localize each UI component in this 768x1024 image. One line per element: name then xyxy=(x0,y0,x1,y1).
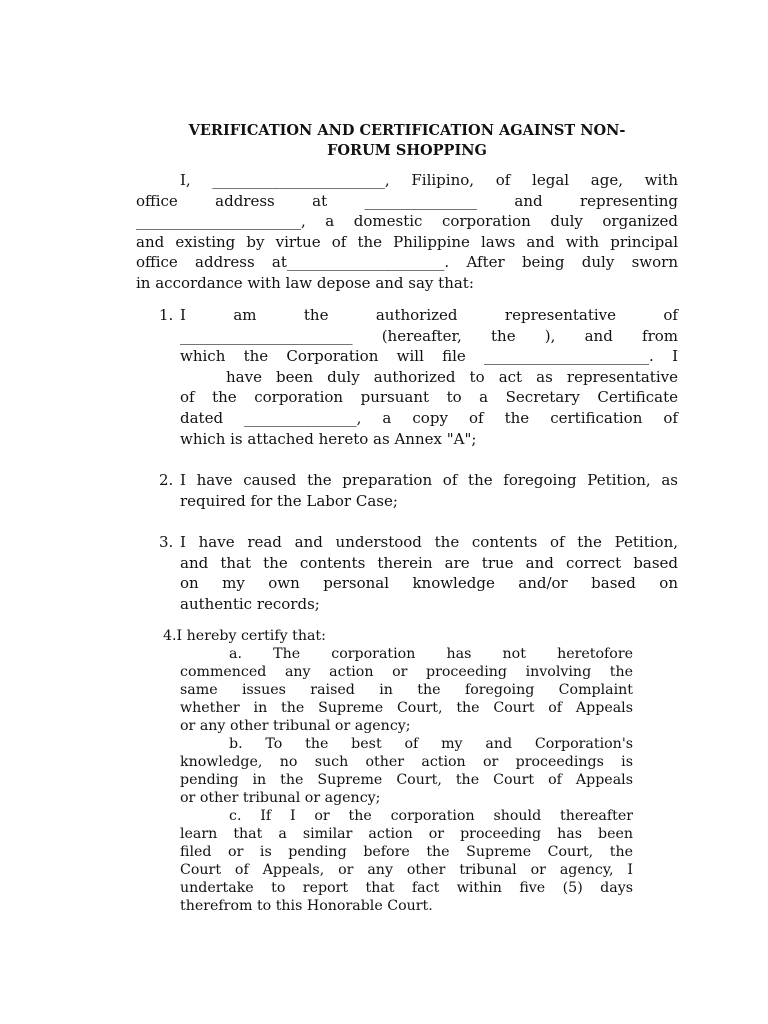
subitem-line: therefrom to this Honorable Court. xyxy=(180,898,433,914)
item-1-number: 1. xyxy=(159,306,174,324)
item-3-number: 3. xyxy=(159,533,174,551)
item-4-number: 4. xyxy=(163,628,177,644)
intro-line: in accordance with law depose and say that: xyxy=(136,273,474,292)
item-line: of the corporation pursuant to a Secretary Certificate xyxy=(180,388,678,407)
intro-line: and existing by virtue of the Philippine laws and with principal xyxy=(136,232,678,251)
subitem-c xyxy=(180,807,633,915)
item-2-text xyxy=(180,470,678,511)
item-line: I have read and understood the contents of the Petition, xyxy=(180,533,678,551)
subitem-line: Court of Appeals, or any other tribunal or agency, I xyxy=(180,862,633,878)
intro-line: office address at _______________ and representing xyxy=(136,191,678,210)
subitem-line: filed or is pending before the Supreme Court, the xyxy=(180,844,633,860)
intro-line: office address at_____________________. After being duly sworn xyxy=(136,253,678,272)
item-1-text xyxy=(180,305,678,449)
subitem-line: commenced any action or proceeding involving the xyxy=(180,664,633,680)
subitem-b xyxy=(180,735,633,807)
title-line-1: VERIFICATION AND CERTIFICATION AGAINST NON- xyxy=(188,122,626,139)
intro-paragraph xyxy=(136,170,678,294)
subitem-line: c. If I or the corporation should thereafter xyxy=(229,808,633,824)
subitem-line: or any other tribunal or agency; xyxy=(180,718,411,734)
intro-line: ______________________, a domestic corporation duly organized xyxy=(136,212,678,231)
item-line: I am the authorized representative of xyxy=(180,306,678,324)
item-line: have been duly authorized to act as representative xyxy=(226,367,678,386)
subitem-line: whether in the Supreme Court, the Court of Appeals xyxy=(180,700,633,716)
title-line-2: FORUM SHOPPING xyxy=(327,142,487,159)
item-line: which is attached hereto as Annex "A"; xyxy=(180,429,477,448)
subitem-line: knowledge, no such other action or proceedings is xyxy=(180,754,633,770)
subitem-line: learn that a similar action or proceeding has been xyxy=(180,826,633,842)
item-line: authentic records; xyxy=(180,594,320,613)
subitem-line: b. To the best of my and Corporation's xyxy=(229,736,633,752)
document-title xyxy=(136,121,678,161)
item-line: which the Corporation will file ______________________. I xyxy=(180,347,678,366)
subitem-line: undertake to report that fact within five (5) days xyxy=(180,880,633,896)
item-line: and that the contents therein are true and correct based xyxy=(180,553,678,572)
item-line: _______________________ (hereafter, the ), and from xyxy=(180,326,678,345)
item-4-lead xyxy=(163,627,633,645)
item-line: on my own personal knowledge and/or based on xyxy=(180,574,678,593)
subitem-a xyxy=(180,645,633,735)
item-3-text xyxy=(180,532,678,614)
item-line: I have caused the preparation of the foregoing Petition, as xyxy=(180,471,678,489)
subitem-line: or other tribunal or agency; xyxy=(180,790,381,806)
item-4-lead-text: I hereby certify that: xyxy=(176,628,326,644)
intro-line: I, _______________________, Filipino, of legal age, with xyxy=(180,171,678,189)
subitem-line: pending in the Supreme Court, the Court of Appeals xyxy=(180,772,633,788)
item-line: required for the Labor Case; xyxy=(180,491,398,510)
subitem-line: a. The corporation has not heretofore xyxy=(229,646,633,662)
item-line: dated _______________, a copy of the certification of xyxy=(180,408,678,427)
item-2-number: 2. xyxy=(159,471,174,489)
subitem-line: same issues raised in the foregoing Complaint xyxy=(180,682,633,698)
